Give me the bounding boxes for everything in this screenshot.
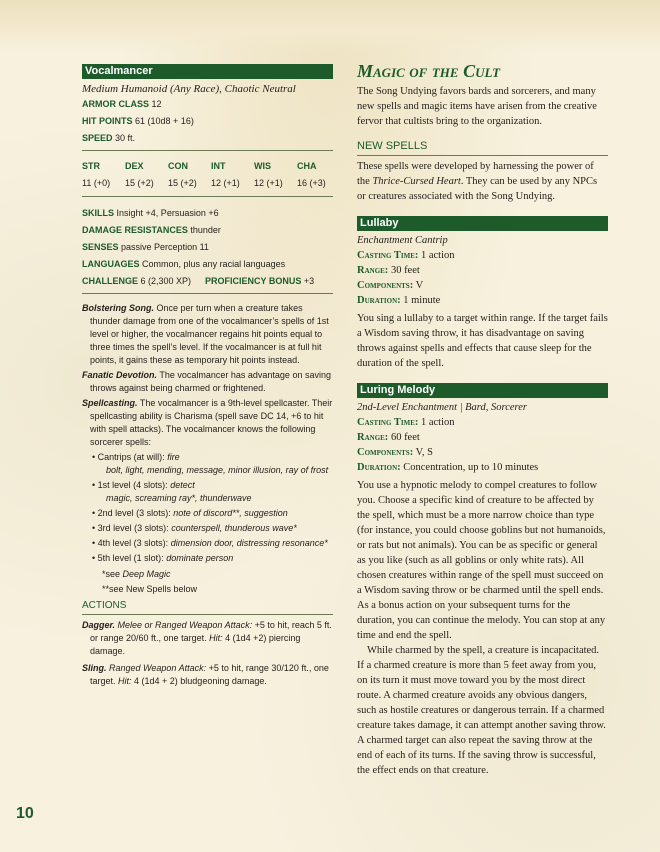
- speed: SPEED 30 ft.: [82, 133, 136, 143]
- ability-scores: [82, 161, 333, 188]
- divider: [82, 196, 333, 197]
- section-title: Magic of the Cult: [357, 61, 501, 81]
- casting-time: Casting Time: 1 action: [357, 417, 455, 428]
- damage-resistances: DAMAGE RESISTANCES thunder: [82, 225, 221, 235]
- duration: Duration: Concentration, up to 10 minutes: [357, 462, 539, 473]
- new-spells-heading: NEW SPELLS: [357, 140, 428, 152]
- spell-slot-row: • Cantrips (at will): fire bolt, light, mending, message, minor illusion, ray of frost: [92, 452, 329, 475]
- trait: Bolstering Song. Once per turn when a creature takes thunder damage from one of the vocalmancer’s spells of 1st level or higher, the vocalmancer regains hit points equal to three times the spell’s level. If the vocalmancer is at full hit points, it gains these as temporary hit points instead.: [82, 303, 329, 365]
- components: Components: V: [357, 280, 424, 291]
- divider: [357, 155, 608, 156]
- spell-description: You use a hypnotic melody to compel creatures to follow you. Choose a specific kind of creature to be affected by the spell, which must be a more narrow choice than type (for instance, you could choose goblins but not humanoids, or rats but not animals). You can be as specific or general as you like (such as all goblins or only white rats). All chosen creatures within range of the spell must succeed on a Wisdom saving throw or be charmed until the spell ends.: [357, 480, 606, 596]
- spell-slot-row: • 4th level (3 slots): dimension door, distressing resonance*: [92, 538, 328, 548]
- spell-school: 2nd-Level Enchantment | Bard, Sorcerer: [357, 402, 527, 413]
- ability-wis: WIS 12 (+1): [254, 161, 283, 188]
- divider: [82, 293, 333, 294]
- new-spells-intro: These spells were developed by harnessing the power of the Thrice-Cursed Heart. They can be used by any NPCs or creatures associated with the Song Undying.: [357, 161, 598, 202]
- ability-int: INT 12 (+1): [211, 161, 240, 188]
- divider: [82, 614, 333, 615]
- challenge: CHALLENGE 6 (2,300 XP): [82, 276, 192, 286]
- spell-slot-row: • 5th level (1 slot): dominate person: [92, 553, 234, 563]
- spell-slot-row: • 3rd level (3 slots): counterspell, thunderous wave*: [92, 523, 297, 533]
- challenge-row: [82, 275, 333, 287]
- action: Dagger. Melee or Ranged Weapon Attack: +5 to hit, reach 5 ft. or range 20/60 ft., one target. Hit: 4 (1d4 +2) piercing damage.: [82, 620, 332, 656]
- spell-list: [82, 451, 333, 565]
- ability-dex: DEX 15 (+2): [125, 161, 154, 188]
- spell-description: You sing a lullaby to a target within range. If the target fails a Wisdom saving throw, it has disadvantage on saving throws against spells and effects that cause sleep for the duration of the spell.: [357, 313, 608, 369]
- statblock-title: Vocalmancer: [82, 64, 333, 79]
- spell-description: While charmed by the spell, a creature is incapacitated. If a charmed creature is more than 5 feet away from you, on its turn it must move toward you by the most direct route. A charmed creature avoids any obvious dangers, such as hostile creatures or dangerous terrain. If a charmed creature takes damage, it can attempt another saving throw. A charmed target can also repeat the saving throw at the end of each of its turns. If the saving throw is successful, the effect ends on that creature.: [357, 645, 606, 776]
- stat-block: [82, 0, 333, 692]
- range: Range: 30 feet: [357, 265, 420, 276]
- proficiency-bonus: PROFICIENCY BONUS +3: [205, 276, 315, 286]
- divider: [82, 150, 333, 151]
- skills: SKILLS Insight +4, Persuasion +6: [82, 208, 219, 218]
- spell-title-lullaby: Lullaby: [357, 216, 608, 231]
- hit-points: HIT POINTS 61 (10d8 + 16): [82, 116, 194, 126]
- spell-slot-row: • 2nd level (3 slots): note of discord**, suggestion: [92, 508, 288, 518]
- action: Sling. Ranged Weapon Attack: +5 to hit, range 30/120 ft., one target. Hit: 4 (1d4 + 2) bludgeoning damage.: [82, 663, 329, 686]
- ability-str: STR 11 (+0): [82, 161, 111, 188]
- actions-list: [82, 619, 333, 688]
- traits: [82, 302, 333, 449]
- spell-title-luring-melody: Luring Melody: [357, 383, 608, 398]
- components: Components: V, S: [357, 447, 433, 458]
- duration: Duration: 1 minute: [357, 295, 441, 306]
- ability-con: CON 15 (+2): [168, 161, 197, 188]
- casting-time: Casting Time: 1 action: [357, 250, 455, 261]
- intro-paragraph: The Song Undying favors bards and sorcerers, and many new spells and magic items have arisen from the creative fervor that cultists bring to the organization.: [357, 86, 597, 127]
- trait: Spellcasting. The vocalmancer is a 9th-level spellcaster. Their spellcasting ability is Charisma (spell save DC 14, +6 to hit with spell attacks). The vocalmancer knows the following sorcerer spells:: [82, 398, 333, 447]
- trait: Fanatic Devotion. The vocalmancer has advantage on saving throws against being charmed or frightened.: [82, 370, 331, 393]
- spell-description: As a bonus action on your subsequent turns for the duration, you can continue the melody. You can stop at any time and end the spell.: [357, 600, 606, 641]
- footnote-deep-magic: *see Deep Magic: [102, 569, 171, 579]
- armor-class: ARMOR CLASS 12: [82, 99, 162, 109]
- spell-slot-row: • 1st level (4 slots): detect magic, screaming ray*, thunderwave: [92, 480, 252, 503]
- footnote-new-spells: **see New Spells below: [102, 584, 198, 594]
- right-column: [357, 0, 608, 778]
- actions-heading: ACTIONS: [82, 600, 127, 611]
- creature-type: Medium Humanoid (Any Race), Chaotic Neutral: [82, 83, 296, 95]
- spell-school: Enchantment Cantrip: [357, 235, 448, 246]
- ability-cha: CHA 16 (+3): [297, 161, 326, 188]
- page-number: 10: [16, 805, 34, 822]
- senses: SENSES passive Perception 11: [82, 242, 209, 252]
- languages: LANGUAGES Common, plus any racial languages: [82, 259, 286, 269]
- range: Range: 60 feet: [357, 432, 420, 443]
